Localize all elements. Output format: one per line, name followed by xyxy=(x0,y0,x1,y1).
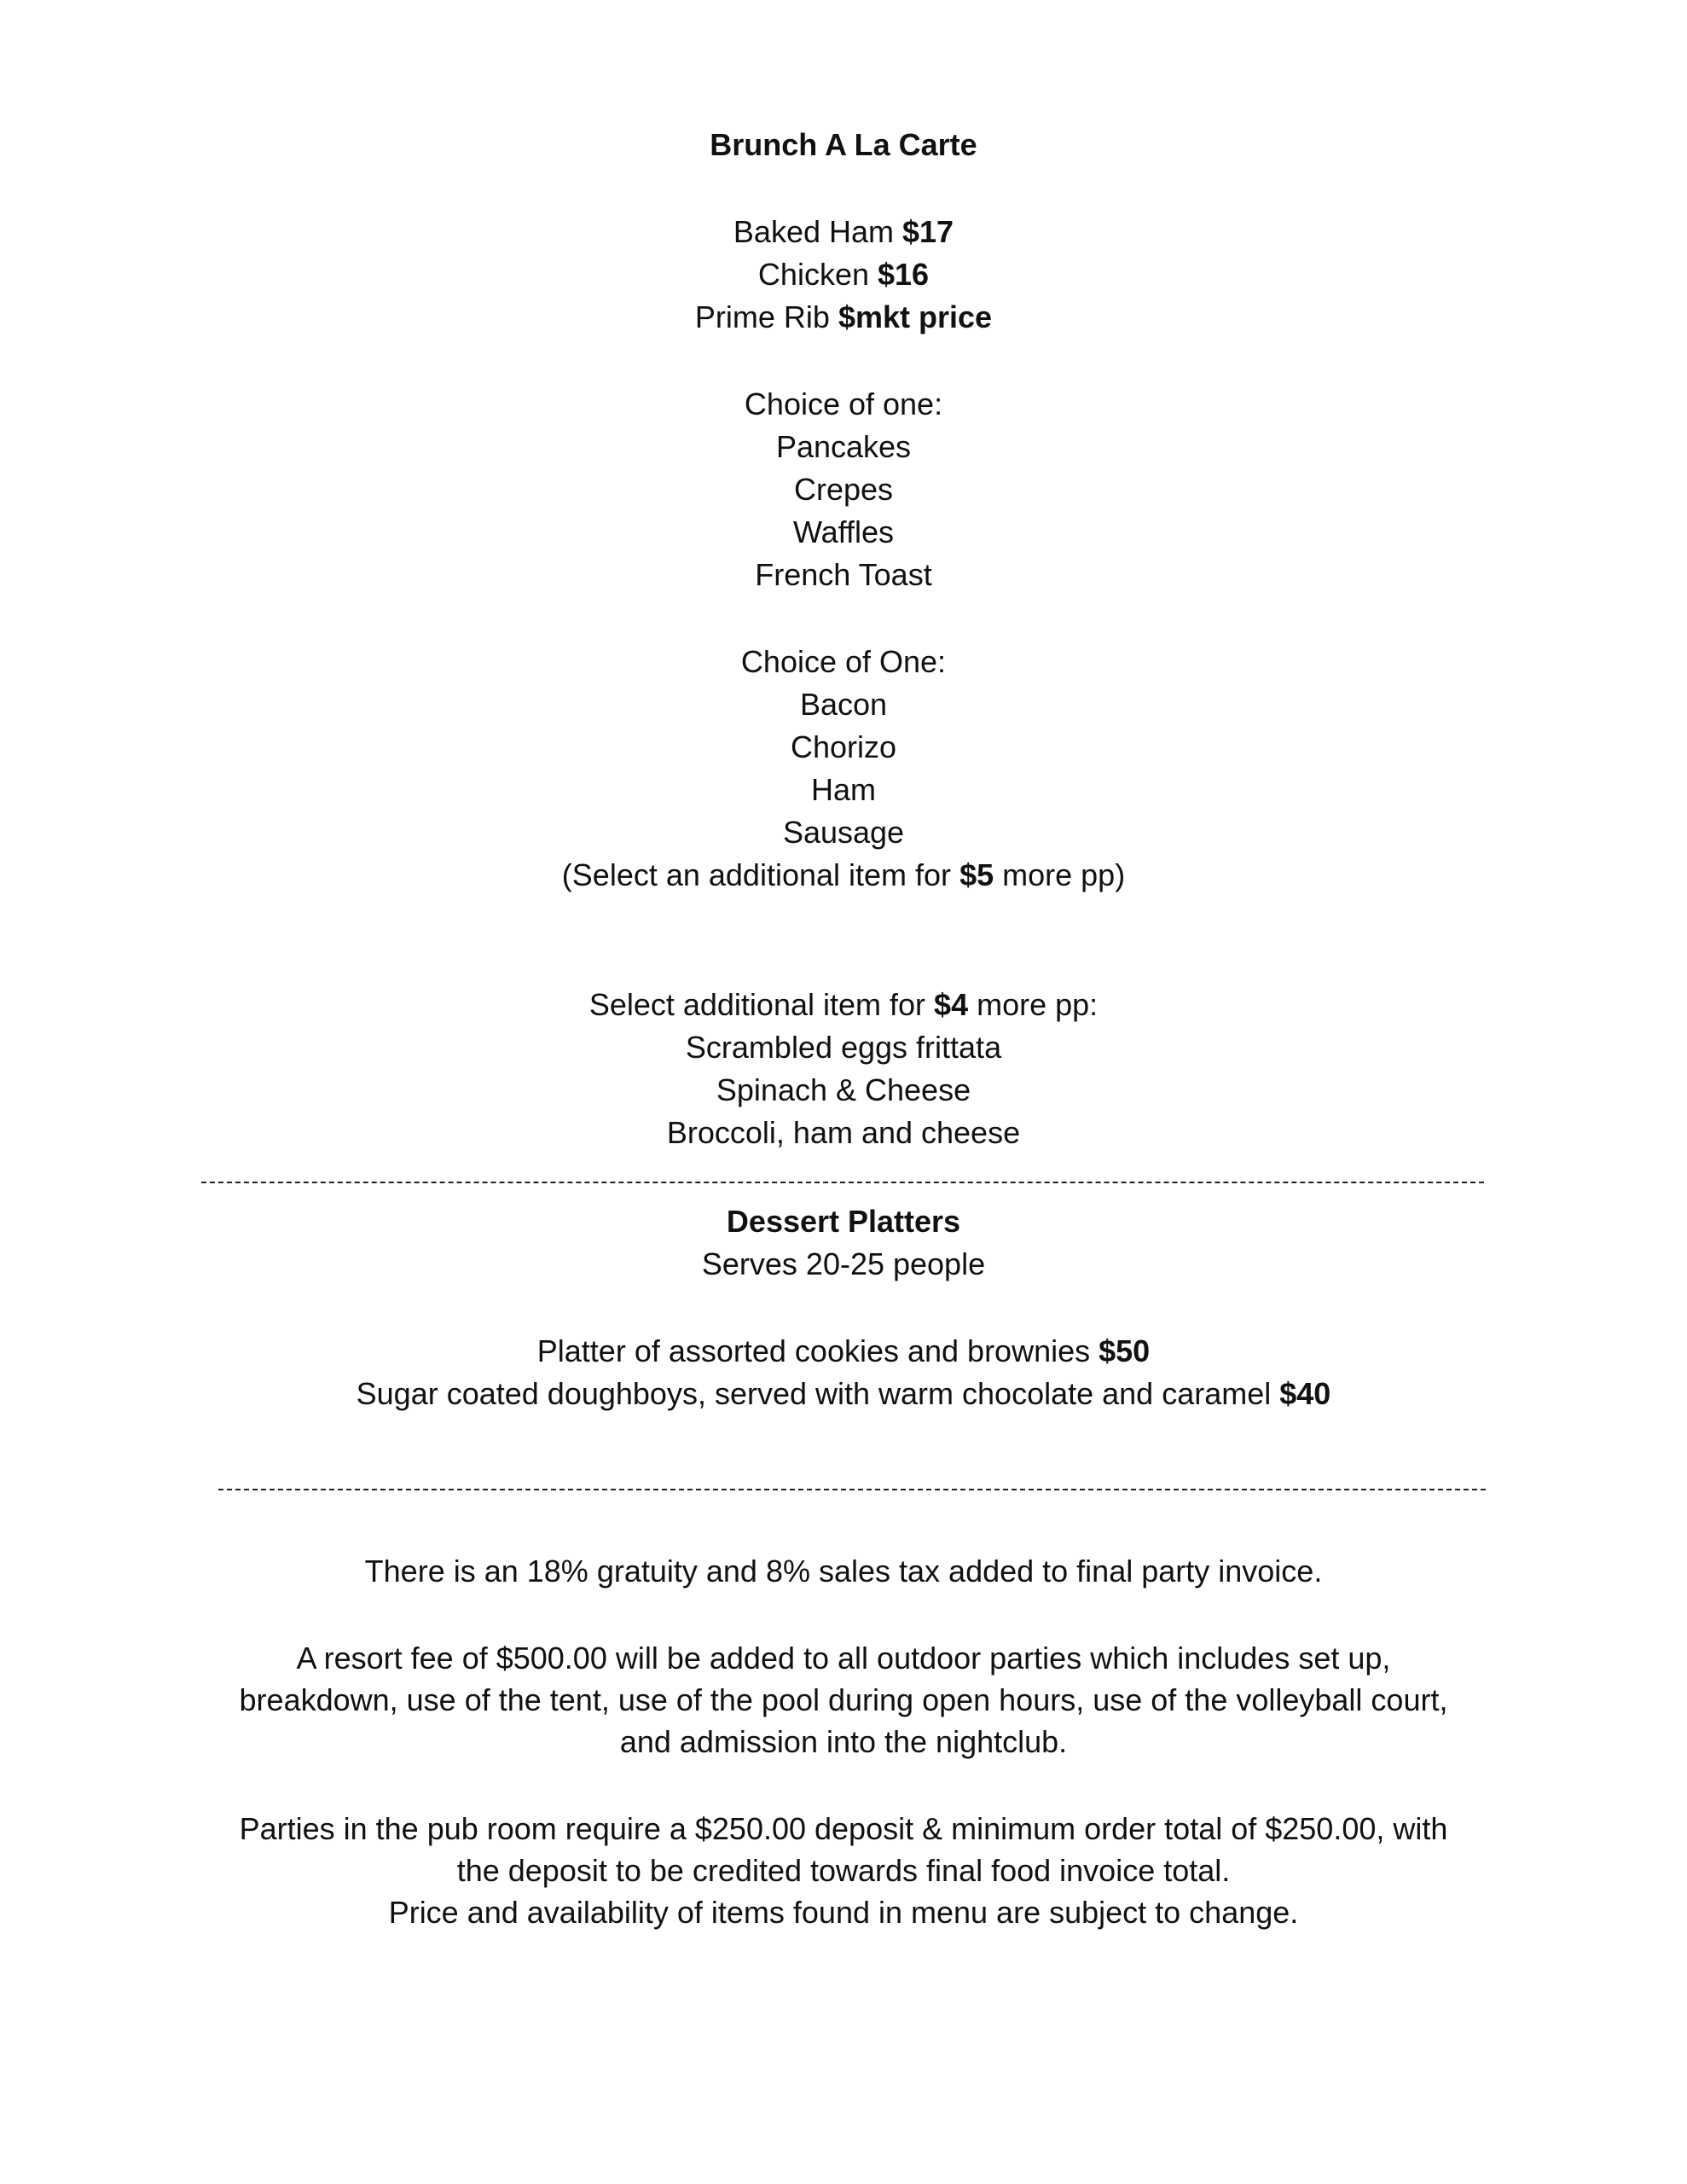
additional-item: Spinach & Cheese xyxy=(716,1072,971,1107)
resort-fee-line: breakdown, use of the tent, use of the pool during open hours, use of the volleyball court, xyxy=(239,1682,1448,1717)
dessert-item xyxy=(0,1333,1687,1370)
menu-item-prime-rib xyxy=(0,299,1687,336)
choice1-label: Choice of one: xyxy=(744,386,943,421)
additional-label xyxy=(0,986,1687,1024)
item-name: Sugar coated doughboys, served with warm chocolate and caramel xyxy=(356,1376,1272,1411)
menu-item-baked-ham xyxy=(0,213,1687,251)
gratuity-note: There is an 18% gratuity and 8% sales tax added to final party invoice. xyxy=(364,1554,1323,1589)
item-name: Chicken xyxy=(757,257,869,292)
item-name: Platter of assorted cookies and brownies xyxy=(536,1333,1091,1368)
item-name: Baked Ham xyxy=(733,214,894,249)
choice1-item: Pancakes xyxy=(775,429,912,464)
additional-text: Select additional item for xyxy=(588,987,926,1022)
additional-price: $4 xyxy=(934,987,969,1022)
resort-fee-line: A resort fee of $500.00 will be added to all outdoor parties which includes set up, xyxy=(296,1641,1391,1676)
item-price: $16 xyxy=(878,257,930,292)
choice2-note xyxy=(0,857,1687,894)
choice1-item: Waffles xyxy=(792,514,895,549)
pub-room-line: Parties in the pub room require a $250.00 deposit & minimum order total of $250.00, with xyxy=(239,1811,1448,1846)
choice2-item: Chorizo xyxy=(790,729,897,764)
choice1-item: Crepes xyxy=(793,472,894,507)
additional-text: more pp: xyxy=(977,987,1099,1022)
item-price: $50 xyxy=(1099,1333,1151,1368)
additional-item: Scrambled eggs frittata xyxy=(685,1030,1002,1065)
item-price: $40 xyxy=(1279,1376,1331,1411)
item-price: $17 xyxy=(902,214,954,249)
resort-fee-line: and admission into the nightclub. xyxy=(619,1724,1068,1759)
dessert-title: Dessert Platters xyxy=(726,1204,961,1239)
note-text: (Select an additional item for xyxy=(561,857,952,892)
item-name: Prime Rib xyxy=(694,299,830,334)
note-text: more pp) xyxy=(1002,857,1126,892)
item-price: $mkt price xyxy=(838,299,993,334)
additional-item: Broccoli, ham and cheese xyxy=(666,1115,1021,1150)
brunch-title: Brunch A La Carte xyxy=(710,127,977,162)
section-divider xyxy=(218,1489,1486,1490)
dessert-subtitle: Serves 20-25 people xyxy=(701,1246,986,1281)
choice1-item: French Toast xyxy=(755,557,932,592)
note-price: $5 xyxy=(959,857,994,892)
pub-room-line: Price and availability of items found in menu are subject to change. xyxy=(388,1895,1299,1930)
choice2-item: Ham xyxy=(810,772,876,807)
choice2-item: Bacon xyxy=(799,687,888,722)
choice2-label: Choice of One: xyxy=(740,644,947,679)
section-divider xyxy=(201,1182,1484,1183)
dessert-item xyxy=(0,1375,1687,1413)
pub-room-line: the deposit to be credited towards final food invoice total. xyxy=(456,1853,1231,1888)
choice2-item: Sausage xyxy=(782,815,905,850)
menu-item-chicken xyxy=(0,256,1687,293)
